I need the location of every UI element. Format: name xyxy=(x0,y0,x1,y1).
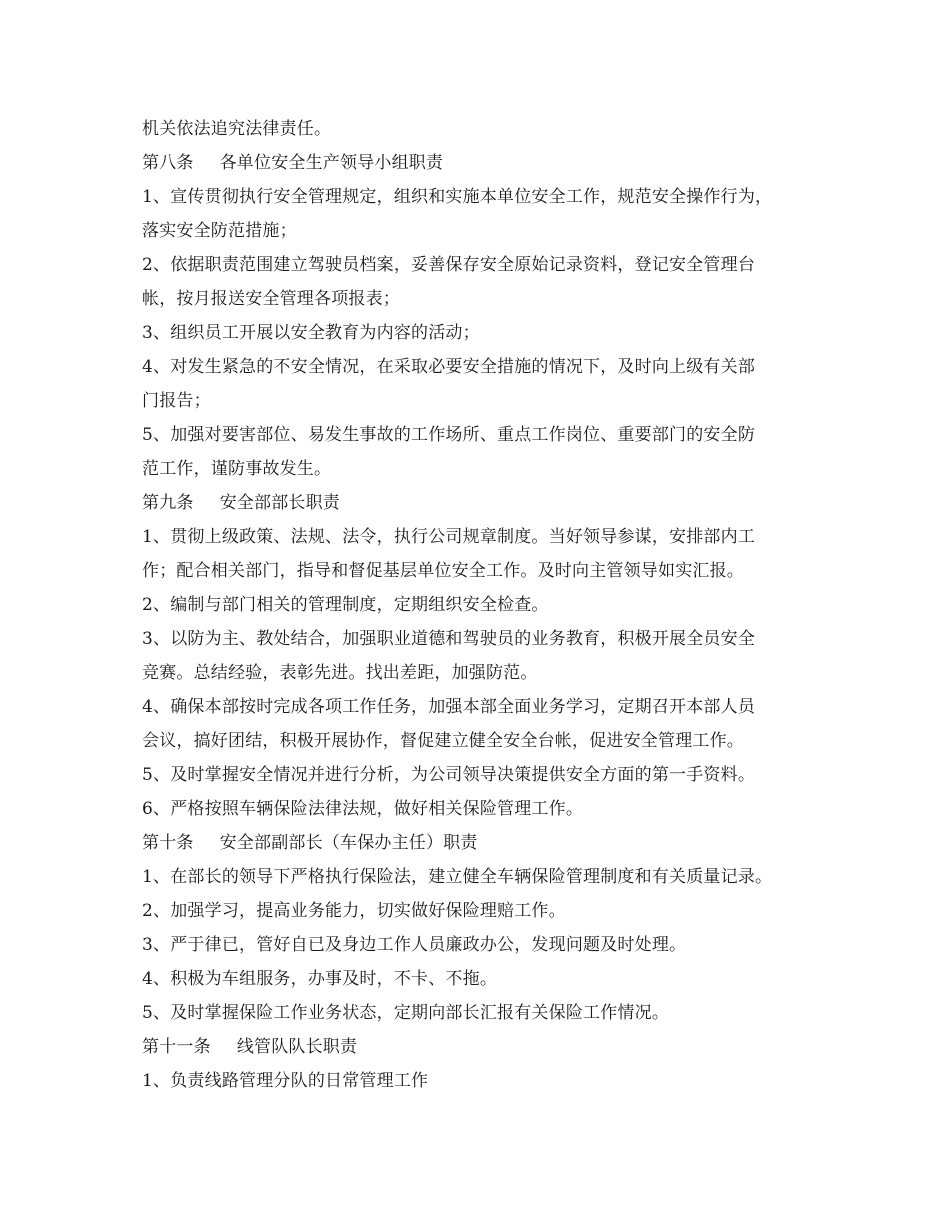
article-heading xyxy=(142,826,832,860)
text-line: 4、积极为车组服务，办事及时，不卡、不拖。 xyxy=(142,969,498,989)
text-line: 帐，按月报送安全管理各项报表； xyxy=(142,289,400,309)
article-number: 第八条 xyxy=(142,153,194,173)
text-line: 4、对发生紧急的不安全情况，在采取必要安全措施的情况下，及时向上级有关部 xyxy=(142,357,756,377)
document-body xyxy=(142,112,832,1098)
text-line: 5、及时掌握保险工作业务状态，定期向部长汇报有关保险工作情况。 xyxy=(142,1003,670,1023)
article-title: 安全部部长职责 xyxy=(219,493,341,513)
article-number: 第十条 xyxy=(142,833,194,853)
text-line: 2、加强学习，提高业务能力，切实做好保险理赔工作。 xyxy=(142,901,566,921)
article-number: 第九条 xyxy=(142,493,194,513)
text-line: 3、以防为主、教处结合，加强职业道德和驾驶员的业务教育，积极开展全员安全 xyxy=(142,629,756,649)
article-title: 各单位安全生产领导小组职责 xyxy=(219,153,444,173)
text-line: 1、负责线路管理分队的日常管理工作 xyxy=(142,1071,429,1091)
text-line: 落实安全防范措施； xyxy=(142,221,297,241)
text-line: 2、依据职责范围建立驾驶员档案，妥善保存安全原始记录资料，登记安全管理台 xyxy=(142,255,756,275)
text-line: 6、严格按照车辆保险法律法规，做好相关保险管理工作。 xyxy=(142,799,584,819)
text-line: 1、贯彻上级政策、法规、法令，执行公司规章制度。当好领导参谋，安排部内工 xyxy=(142,527,756,547)
article-title: 线管队队长职责 xyxy=(236,1037,358,1057)
text-line: 会议，搞好团结，积极开展协作，督促建立健全安全台帐，促进安全管理工作。 xyxy=(142,731,744,751)
article-heading xyxy=(142,146,832,180)
text-line: 1、宣传贯彻执行安全管理规定，组织和实施本单位安全工作，规范安全操作行为， xyxy=(142,187,773,207)
text-line: 门报告； xyxy=(142,391,211,411)
text-line: 竞赛。总结经验，表彰先进。找出差距，加强防范。 xyxy=(142,663,538,683)
article-heading xyxy=(142,1030,832,1064)
text-line: 1、在部长的领导下严格执行保险法，建立健全车辆保险管理制度和有关质量记录。 xyxy=(142,867,773,887)
text-line: 5、加强对要害部位、易发生事故的工作场所、重点工作岗位、重要部门的安全防 xyxy=(142,425,756,445)
text-line: 3、严于律已，管好自已及身边工作人员廉政办公，发现问题及时处理。 xyxy=(142,935,687,955)
text-line: 范工作，谨防事故发生。 xyxy=(142,459,332,479)
article-title: 安全部副部长（车保办主任）职责 xyxy=(219,833,478,853)
text-line: 2、编制与部门相关的管理制度，定期组织安全检查。 xyxy=(142,595,549,615)
article-heading xyxy=(142,486,832,520)
text-line: 4、确保本部按时完成各项工作任务，加强本部全面业务学习，定期召开本部人员 xyxy=(142,697,756,717)
text-line: 机关依法追究法律责任。 xyxy=(142,119,332,139)
text-line: 作；配合相关部门，指导和督促基层单位安全工作。及时向主管领导如实汇报。 xyxy=(142,561,744,581)
text-line: 3、组织员工开展以安全教育为内容的活动； xyxy=(142,323,480,343)
text-line: 5、及时掌握安全情况并进行分析，为公司领导决策提供安全方面的第一手资料。 xyxy=(142,765,756,785)
article-number: 第十一条 xyxy=(142,1037,211,1057)
